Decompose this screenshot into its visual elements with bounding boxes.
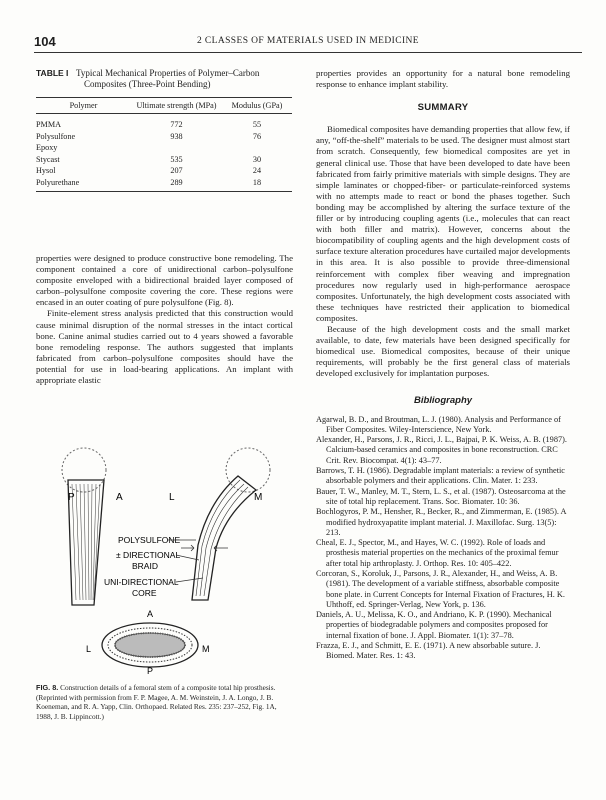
row-modulus: 76 [252,131,262,141]
reference-item: Alexander, H., Parsons, J. R., Ricci, J. L., Bajpai, P. K. Weiss, A. B. (1987). Calcium-based ceramics and composites in bone reconstruction. CRC Crit. Rev. Biocompat. 4(1): 43–77. [316,435,567,465]
reference-item: Bauer, T. W., Manley, M. T., Stern, L. S., et al. (1987). Osteosarcoma at the site of total hip replacement. Trans. Soc. Biomater. 10: 36. [316,486,566,506]
table-caption [36,68,292,90]
reference-item: Corcoran, S., Koroluk, J., Parsons, J. R., Alexander, H., and Weiss, A. B. (1981). The development of a variable stiffness, absorbable composite bone plate. in Current Concepts for Internal Fixation of Fractures, H. K. Uhthoff, ed. Springer-Verlag, New York, p. 136. [316,568,565,609]
bibliography-heading: Bibliography [413,395,473,407]
section-label-a: A [147,609,154,619]
femoral-head-outline-right [226,448,270,492]
table-label: TABLE I [36,68,69,78]
stem-view-lateral [181,448,270,600]
row-name: Hysol [36,166,56,176]
body-paragraph: properties were designed to produce constructive bone remodeling. The component contained a core of unidirectional carbon–polysulfone composite enveloped with a bidirectional braided layer composed of carbon–polysulfone composite covering the core. These regions were encased in an outer coating of pure polysulfone (Fig. 8). [36,253,293,308]
reference-list [316,415,570,662]
col-header-modulus: Modulus (GPa) [222,98,292,114]
row-strength: 938 [170,131,183,141]
reference-item: Barrows, T. H. (1986). Degradable implant materials: a review of synthetic absorbable polymers and their applications. Clin. Mater. 1: 233. [316,466,565,486]
table-caption-line-1: Typical Mechanical Properties of Polymer–Carbon [76,68,260,78]
running-title: 2 CLASSES OF MATERIALS USED IN MEDICINE [197,36,419,46]
label-polysulfone: POLYSULFONE [118,535,181,545]
femoral-stem-figure [36,440,292,678]
reference-item: Bochlogyros, P. M., Hensher, R., Becker, R., and Zimmerman, E. (1985). A modified hydroxyapatite implant material. J. Maxillofac. Surg. 13(5): 213. [316,507,567,537]
page-number: 104 [34,34,56,49]
row-strength: 535 [170,154,183,164]
fig-label-l: L [169,492,175,503]
table-caption-line-2: Composites (Three-Point Bending) [84,79,211,89]
row-modulus: 18 [222,177,292,192]
stem-view-anterior [62,448,106,605]
section-label-p: P [147,666,154,676]
row-strength: 207 [170,166,183,176]
label-unidirectional: UNI-DIRECTIONAL [104,577,179,587]
summary-paragraph: Because of the high development costs and the small market available, to date, few materials have been designed specifically for biomedical use. Biomedical composites, because of their unique requirements, will probably be the first general class of materials developed exclusively for implantation purposes. [316,323,570,379]
figure-caption [36,683,292,721]
figure-caption-text: Construction details of a femoral stem of a composite total hip prosthesis. (Reprinted with permission from F. P. Magee, A. M. Weinstein, J. A. Longo, J. B. Koeneman, and R. A. Yapp, Clin. Orthopaed. Related Res. 235: 237–252, Fig. 1A, 1988, J. B. Lippincott.) [36,683,277,721]
fig-label-p: P [68,492,75,503]
figure-label: FIG. 8. [36,683,59,692]
label-core: CORE [132,588,157,598]
row-modulus: 24 [252,166,262,176]
body-paragraph: Finite-element stress analysis predicted that this construction would cause minimal disruption of the normal stresses in the intact cortical bone. Canine animal studies carried out to 4 years showed a favorable bone remodeling response. The authors suggested that implants fabricated from carbon–polysulfone composites should have the potential for use in load-bearing applications. An implant with appropriate elastic [36,308,293,386]
row-strength: 772 [170,120,183,130]
right-column [316,68,570,662]
reference-item: Frazza, E. J., and Schmitt, E. E. (1971). A new absorbable suture. J. Biomed. Mater. Res. 1: 43. [316,641,541,661]
row-name: Polysulfone [36,131,76,141]
running-header [34,36,582,53]
stem-cross-section [102,623,198,667]
label-directional: ± DIRECTIONAL [116,550,181,560]
row-name: Stycast [36,154,60,164]
mechanical-properties-table [36,97,292,192]
row-name: Epoxy [36,143,58,153]
section-label-m: M [202,644,210,654]
row-name: PMMA [36,120,62,130]
fig-label-a: A [116,492,123,503]
summary-paragraph: Biomedical composites have demanding properties that allow few, if any, “off-the-shelf” materials to be used. The designer must almost start from scratch. Consequently, few biomedical composites are yet in general clinical use. Those that have been developed to date have been fabricated from fairly primitive materials with simple designs. They are simple laminates or chopped-fiber- or particulate-reinforced systems with no attempts made to react or bond the phases together. Such bonding may be accomplished by altering the surface texture of the filler or by introducing coupling agents (i.e., molecules that can react with both filler and matrix). However, concerns about the biocompatibility of coupling agents and the high development costs of surface texture alteration procedures have curtailed major developments in this area. It is also possible to provide three-dimensional reinforcement with complex fiber weaving and impregnation procedures now regularly used in high-performance aerospace composites. Unfortunately, the high development costs associated with these techniques have restricted their application to biomedical composites. [316,124,570,323]
row-modulus [222,142,292,154]
row-strength: 289 [131,177,222,192]
fig-label-m: M [254,492,263,503]
left-column-text [36,253,293,386]
row-strength [131,142,222,154]
reference-item: Daniels, A. U., Melissa, K. O., and Andriano, K. P. (1990). Mechanical properties of biodegradable polymers and composites proposed for internal fixation of bone. J. Appl. Biomater. 1(1): 37–78. [316,610,552,640]
body-paragraph: properties provides an opportunity for a natural bone remodeling response to enhance implant stability. [316,68,570,90]
row-modulus: 55 [252,120,262,130]
row-name: Polyurethane [36,177,131,192]
reference-item: Agarwal, B. D., and Broutman, L. J. (1980). Analysis and Performance of Fiber Composites. Wiley-Interscience, New York. [316,414,561,434]
section-label-l: L [86,644,92,654]
summary-heading: SUMMARY [417,102,469,114]
col-header-polymer: Polymer [36,98,131,114]
reference-item: Cheal, E. J., Spector, M., and Hayes, W. C. (1992). Role of loads and prosthesis material properties on the mechanics of the proximal femur after total hip arthroplasty. J. Orthop. Res. 10: 405–422. [316,538,559,568]
row-modulus: 30 [252,154,262,164]
label-braid: BRAID [132,561,158,571]
col-header-strength: Ultimate strength (MPa) [131,98,222,114]
